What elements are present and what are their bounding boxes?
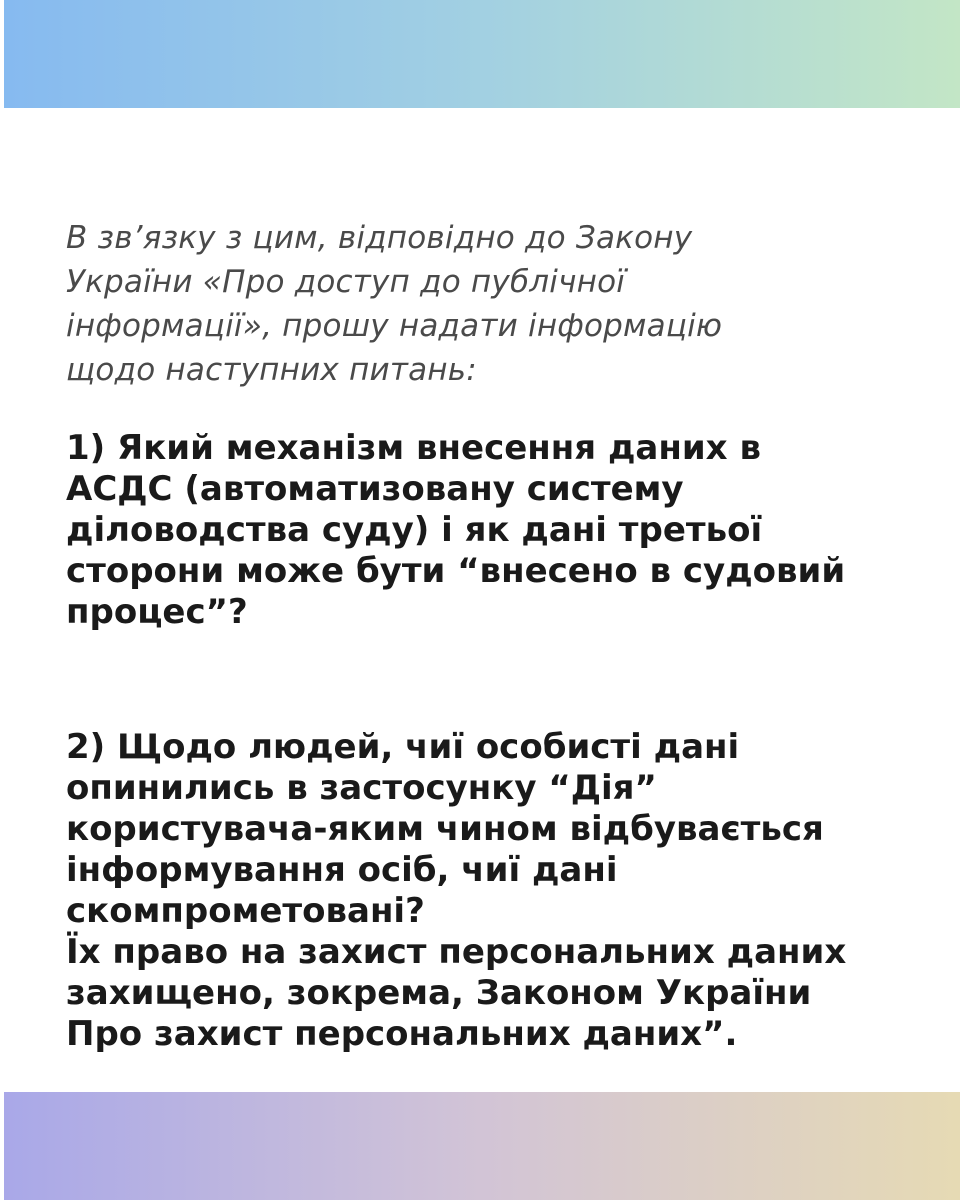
bottom-gradient-band — [4, 1092, 960, 1200]
intro-paragraph: В зв’язку з цим, відповідно до Закону України «Про доступ до публічної інформації», прошу надати інформацію щодо наступних питань: — [66, 220, 723, 388]
question-2: 2) Щодо людей, чиї особисті дані опинились в застосунку “Дія” користувача-яким чином відбувається інформування осіб, чиї дані скомпрометовані? Їх право на захист персональних даних захищено, зокрема, Законом України Про захист персональних даних”. — [66, 727, 847, 1054]
document-body — [66, 216, 896, 1055]
question-1: 1) Який механізм внесення даних в АСДС (автоматизовану систему діловодства суду) і як дані третьої сторони може бути “внесено в судовий процес”? — [66, 428, 846, 632]
top-gradient-band — [4, 0, 960, 108]
